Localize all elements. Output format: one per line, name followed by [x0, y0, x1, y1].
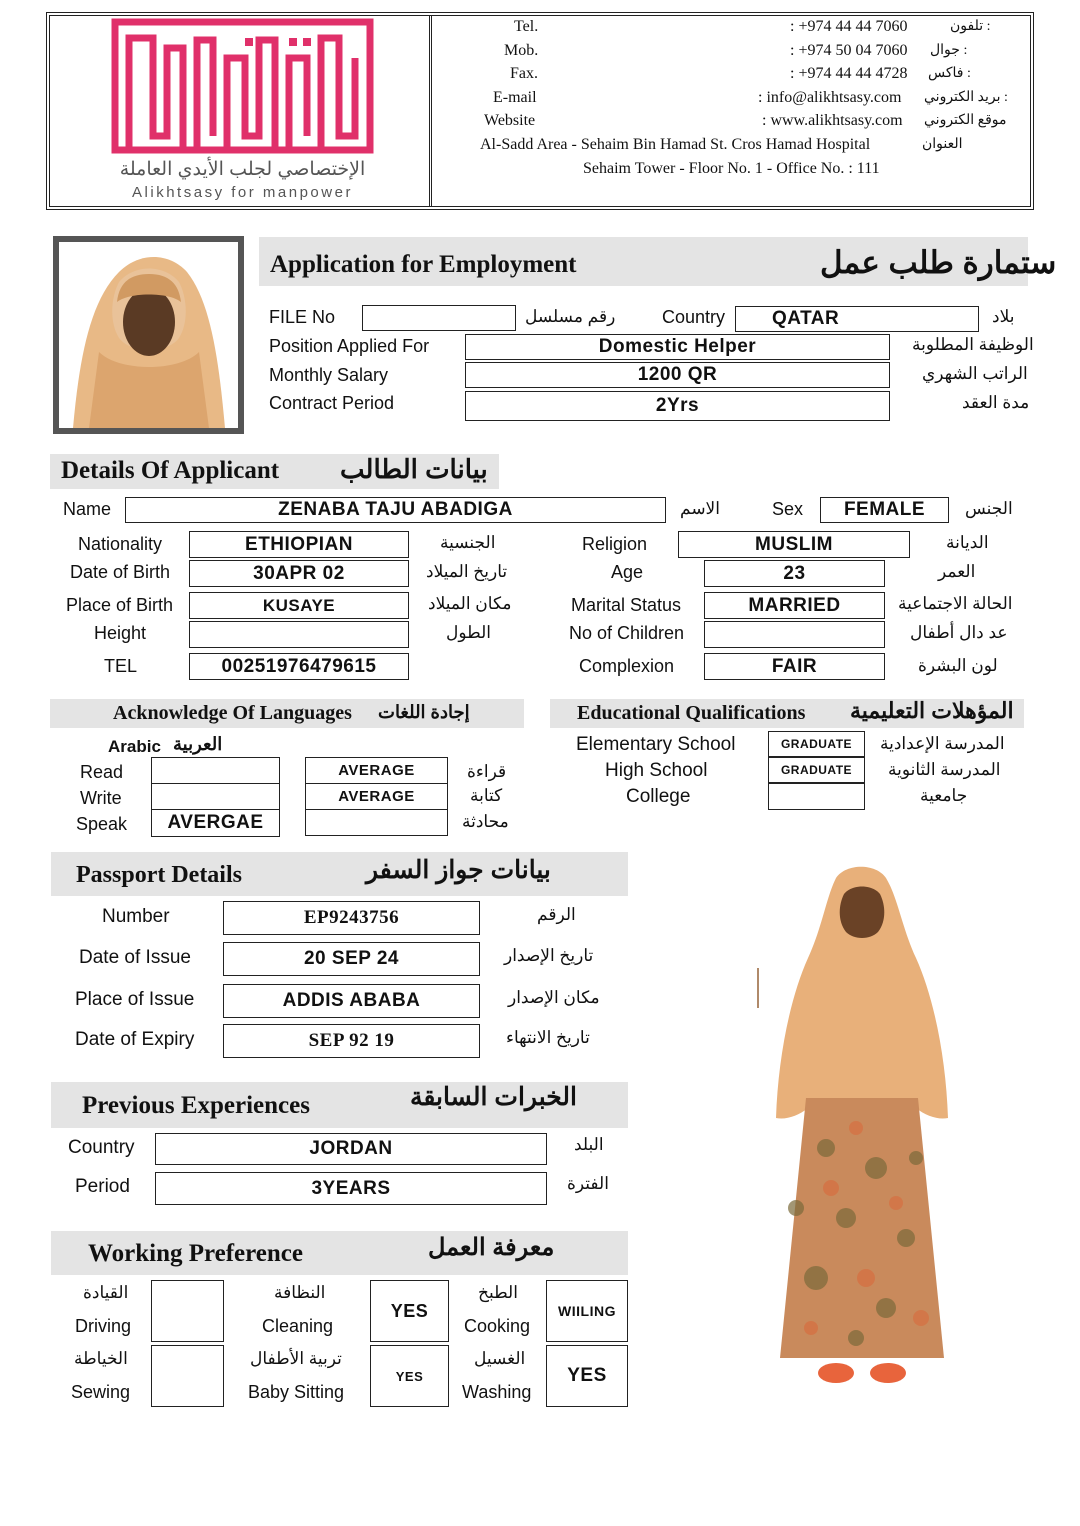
write-level-1[interactable]	[151, 783, 280, 810]
address-line-2: Sehaim Tower - Floor No. 1 - Office No. : 111	[583, 160, 880, 177]
children-label-ar: عد دال أطفال	[910, 623, 1008, 642]
pob-label-ar: مكان الميلاد	[428, 594, 512, 613]
elementary-label-ar: المدرسة الإعدادية	[880, 734, 1005, 753]
education-title: Educational Qualifications	[577, 702, 806, 724]
issue-place-label: Place of Issue	[75, 989, 195, 1010]
application-title-en: Application for Employment	[270, 251, 577, 278]
exp-country-label-ar: البلد	[574, 1135, 604, 1154]
dob-field[interactable]: 30APR 02	[189, 560, 409, 587]
driving-field[interactable]	[151, 1280, 224, 1342]
dob-label: Date of Birth	[70, 562, 171, 582]
speak-label: Speak	[76, 814, 128, 834]
height-field[interactable]	[189, 621, 409, 648]
header-divider	[429, 15, 432, 207]
email-link[interactable]: : info@alikhtsasy.com	[758, 89, 902, 106]
issue-place-field[interactable]: ADDIS ABABA	[223, 984, 480, 1018]
contact-value: : +974 50 04 7060	[790, 42, 908, 59]
applicant-full-photo	[756, 858, 968, 1398]
write-label: Write	[80, 788, 122, 808]
salary-label: Monthly Salary	[269, 365, 389, 385]
contact-arabic: : جوال	[930, 43, 968, 58]
sex-field[interactable]: FEMALE	[820, 497, 949, 523]
read-label-ar: قراءة	[467, 762, 507, 781]
address-line-1: Al-Sadd Area - Sehaim Bin Hamad St. Cros Hamad Hospital	[480, 136, 871, 153]
salary-label-ar: الراتب الشهري	[922, 364, 1028, 383]
contract-label-ar: مدة العقد	[962, 393, 1030, 412]
washing-label: Washing	[462, 1382, 532, 1402]
position-field[interactable]: Domestic Helper	[465, 334, 890, 360]
experience-title-ar: الخبرات السابقة	[410, 1083, 577, 1111]
high-school-field[interactable]: GRADUATE	[768, 757, 865, 783]
nationality-field[interactable]: ETHIOPIAN	[189, 531, 409, 558]
company-logo	[105, 18, 380, 204]
name-label-ar: الاسم	[680, 499, 720, 518]
high-school-label: High School	[605, 760, 708, 781]
marital-field[interactable]: MARRIED	[704, 592, 885, 619]
expiry-date-label: Date of Expiry	[75, 1029, 195, 1050]
sewing-label-ar: الخياطة	[74, 1349, 128, 1368]
cooking-label: Cooking	[464, 1316, 531, 1336]
babysitting-label-ar: تربية الأطفال	[250, 1349, 342, 1368]
complexion-label-ar: لون البشرة	[918, 656, 998, 675]
passport-number-label: Number	[102, 906, 170, 927]
application-title-ar: ستمارة طلب عمل	[820, 245, 1057, 280]
elementary-label: Elementary School	[576, 734, 736, 755]
cleaning-field[interactable]: YES	[370, 1280, 449, 1342]
height-label: Height	[94, 623, 147, 643]
tel-field[interactable]: 00251976479615	[189, 653, 409, 680]
salary-field[interactable]: 1200 QR	[465, 362, 890, 388]
washing-field[interactable]: YES	[546, 1345, 628, 1407]
high-school-label-ar: المدرسة الثانوية	[888, 760, 1001, 779]
college-field[interactable]	[768, 783, 865, 810]
exp-period-label-ar: الفترة	[567, 1174, 609, 1193]
exp-period-field[interactable]: 3YEARS	[155, 1172, 547, 1205]
contact-label: Fax.	[510, 65, 538, 82]
website-link[interactable]: : www.alikhtsasy.com	[762, 112, 903, 129]
passport-title-ar: بيانات جواز السفر	[366, 856, 551, 884]
arabic-label: Arabic	[108, 737, 161, 756]
details-title-en: Details Of Applicant	[61, 457, 280, 484]
pob-label: Place of Birth	[66, 595, 174, 615]
sex-label: Sex	[772, 499, 804, 519]
babysitting-label: Baby Sitting	[248, 1382, 345, 1402]
preference-title: Working Preference	[88, 1240, 303, 1267]
file-no-field[interactable]	[362, 305, 516, 331]
speak-level-2[interactable]	[305, 809, 448, 836]
driving-label: Driving	[75, 1316, 132, 1336]
logo-mark-icon	[105, 18, 380, 158]
sewing-label: Sewing	[71, 1382, 131, 1402]
passport-title: Passport Details	[76, 862, 242, 888]
issue-date-field[interactable]: 20 SEP 24	[223, 942, 480, 976]
issue-place-label-ar: مكان الإصدار	[508, 988, 600, 1007]
applicant-photo	[59, 242, 238, 428]
children-field[interactable]	[704, 621, 885, 648]
college-label-ar: جامعية	[920, 786, 968, 805]
expiry-date-field[interactable]: SEP 92 19	[223, 1024, 480, 1058]
complexion-label: Complexion	[579, 656, 675, 676]
file-no-label: FILE No	[269, 307, 336, 327]
country-label-ar: بلاد	[992, 307, 1015, 326]
contact-arabic: : تلفون	[950, 19, 991, 34]
name-field[interactable]: ZENABA TAJU ABADIGA	[125, 497, 666, 523]
passport-number-field[interactable]: EP9243756	[223, 901, 480, 935]
position-label: Position Applied For	[269, 336, 430, 356]
dob-label-ar: تاريخ الميلاد	[426, 562, 508, 581]
washing-label-ar: الغسيل	[474, 1349, 526, 1368]
address-label-arabic: العنوان	[922, 137, 963, 152]
nationality-label: Nationality	[78, 534, 163, 554]
contact-arabic: موقع الكتروني	[924, 113, 1007, 128]
height-label-ar: الطول	[446, 623, 491, 642]
photo-edge-mark	[757, 968, 759, 1008]
college-label: College	[626, 786, 691, 807]
complexion-field[interactable]: FAIR	[704, 653, 885, 680]
contact-arabic: : بريد الكتروني	[924, 90, 1008, 105]
sex-label-ar: الجنس	[965, 499, 1013, 518]
marital-label: Marital Status	[571, 595, 682, 615]
speak-level-1[interactable]: AVERGAE	[151, 809, 280, 837]
read-level-1[interactable]	[151, 757, 280, 784]
write-label-ar: كتابة	[470, 786, 503, 805]
logo-arabic-text: الإختصاصي لجلب الأيدي العاملة	[119, 159, 366, 180]
age-label: Age	[611, 562, 644, 582]
age-label-ar: العمر	[938, 562, 976, 581]
sewing-field[interactable]	[151, 1345, 224, 1407]
read-label: Read	[80, 762, 124, 782]
position-label-ar: الوظيفة المطلوبة	[912, 335, 1034, 354]
nationality-label-ar: الجنسية	[440, 533, 496, 552]
age-field[interactable]: 23	[704, 560, 885, 587]
country-field[interactable]: QATAR	[735, 306, 979, 332]
driving-label-ar: القيادة	[83, 1283, 129, 1302]
babysitting-field[interactable]: YES	[370, 1345, 449, 1407]
read-level-2[interactable]: AVERAGE	[305, 757, 448, 784]
contact-value: : +974 44 44 4728	[790, 65, 908, 82]
passport-number-label-ar: الرقم	[537, 905, 576, 924]
speak-label-ar: محادثة	[462, 812, 509, 831]
write-level-2[interactable]: AVERAGE	[305, 783, 448, 810]
languages-title: Acknowledge Of Languages	[113, 702, 352, 724]
issue-date-label: Date of Issue	[79, 947, 191, 968]
tel-label: TEL	[104, 656, 138, 676]
contact-label: Tel.	[514, 18, 539, 35]
contact-label: E-mail	[493, 89, 537, 106]
contract-label: Contract Period	[269, 393, 395, 413]
exp-period-label: Period	[75, 1176, 130, 1197]
children-label: No of Children	[569, 623, 685, 643]
experience-title: Previous Experiences	[82, 1092, 310, 1119]
cleaning-label: Cleaning	[262, 1316, 334, 1336]
arabic-label-ar: العربية	[173, 734, 223, 754]
contact-value: : +974 44 44 7060	[790, 18, 908, 35]
issue-date-label-ar: تاريخ الإصدار	[504, 946, 594, 965]
education-title-ar: المؤهلات التعليمية	[850, 698, 1014, 723]
expiry-date-label-ar: تاريخ الانتهاء	[506, 1028, 590, 1047]
elementary-field[interactable]: GRADUATE	[768, 731, 865, 757]
cooking-field[interactable]: WIILING	[546, 1280, 628, 1342]
religion-label: Religion	[582, 534, 648, 554]
pob-field[interactable]: KUSAYE	[189, 592, 409, 619]
religion-field[interactable]: MUSLIM	[678, 531, 910, 558]
country-label: Country	[662, 307, 726, 327]
contact-label: Website	[484, 112, 536, 129]
preference-title-ar: معرفة العمل	[428, 1234, 555, 1261]
contract-field[interactable]: 2Yrs	[465, 391, 890, 421]
religion-label-ar: الديانة	[946, 533, 989, 552]
details-title-ar: بيانات الطالب	[340, 454, 488, 484]
marital-label-ar: الحالة الاجتماعية	[898, 594, 1013, 613]
contact-label: Mob.	[504, 42, 539, 59]
languages-title-ar: إجادة اللغات	[378, 702, 470, 722]
exp-country-field[interactable]: JORDAN	[155, 1133, 547, 1165]
applicant-photo-frame	[53, 236, 244, 434]
contact-arabic: : فاكس	[928, 66, 971, 81]
cleaning-label-ar: النظافة	[274, 1283, 326, 1302]
cooking-label-ar: الطبخ	[478, 1283, 518, 1302]
name-label: Name	[63, 499, 112, 519]
file-no-label-ar: رقم مسلسل	[525, 307, 616, 326]
logo-english-text: Alikhtsasy for manpower	[132, 184, 353, 201]
exp-country-label: Country	[68, 1137, 135, 1158]
